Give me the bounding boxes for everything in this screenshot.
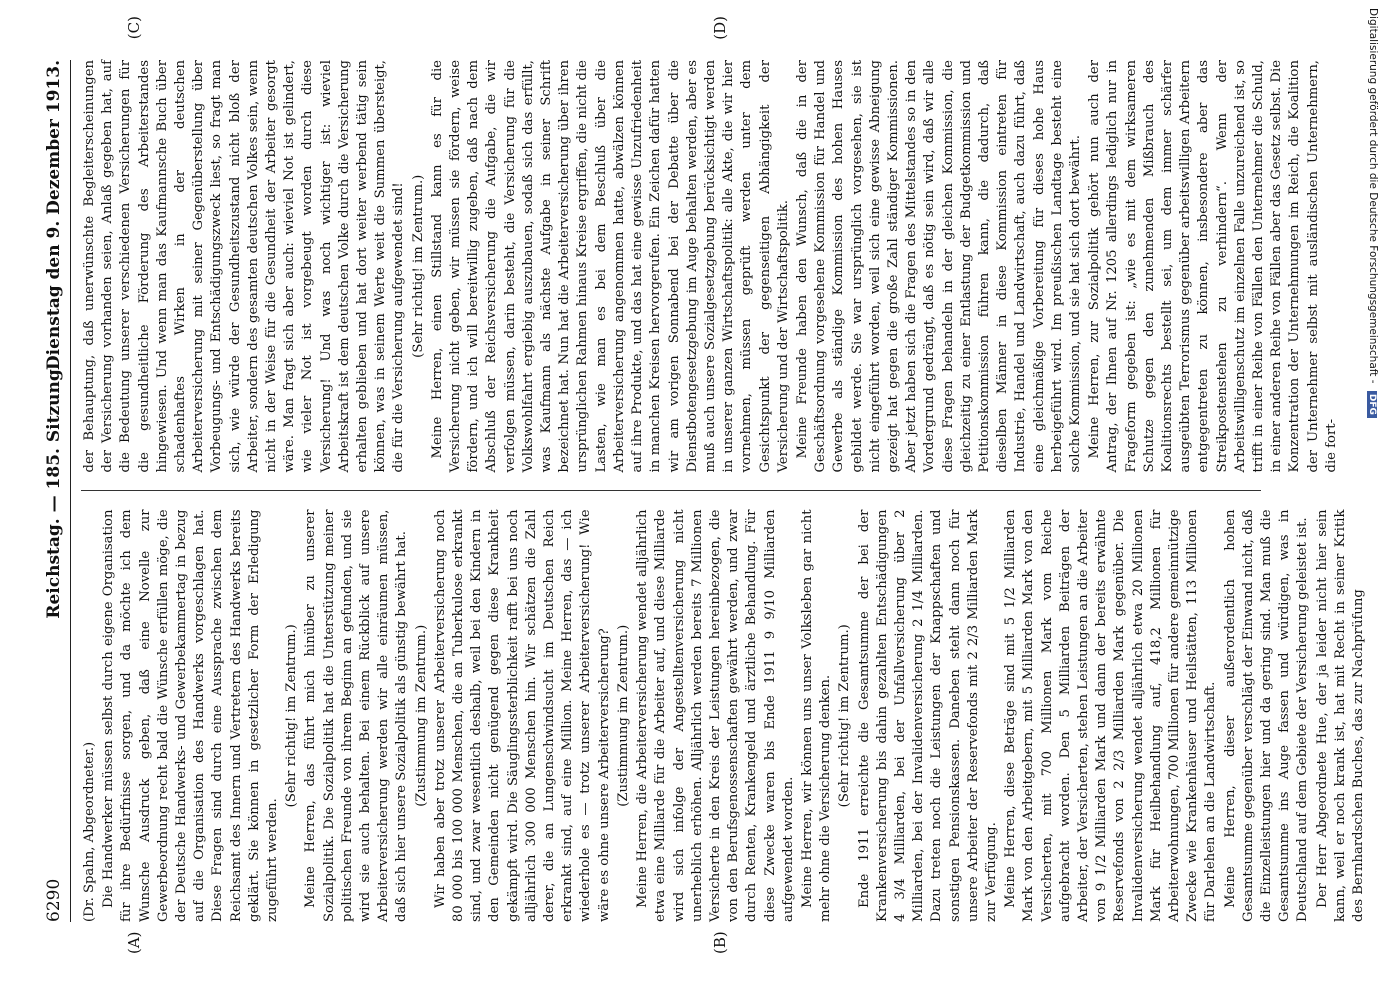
right-column: [81, 60, 1339, 473]
digitization-credit: [1363, 8, 1381, 708]
margin-marker-a: (A): [125, 931, 143, 954]
paragraph: Meine Herren, wir können uns unser Volksleben gar nicht mehr ohne die Versicherung denken.: [799, 509, 834, 922]
speaker-note: (Dr. Spahn, Abgeordneter.): [82, 741, 97, 922]
paragraph: Meine Herren, das führt mich hinüber zu unserer Sozialpolitik. Die Sozialpolitik hat die Unterstützung meiner politischen Freunde von ihrem Beginn an gefunden, und sie wird sie auch behalten. Bei einem Rückblick auf unsere Arbeiterversicherung werden wir alle einräumen müssen, daß sich hier unsere Sozialpolitik als günstig bewährt hat.: [303, 509, 410, 922]
paragraph: Meine Herren, diese Beträge sind mit 5 1/2 Milliarden Mark von den Arbeitgebern, mit 5 Milliarden Mark von den Versicherten, mit 700 Millionen Mark vom Reiche aufgebracht worden. Den 5 Milliarden Beiträgen der Arbeiter, der Versicherten, stehen Leistungen an die Arbeiter von 9 1/2 Milliarden Mark und dann der bereits erwähnte Reservefonds von 2 2/3 Milliarden Mark gegenüber. Die Invalidenversicherung wendet alljährlich etwa 20 Millionen Mark für Heilbehandlung auf, 418,2 Millionen für Arbeiterwohnungen, 700 Millionen für andere gemeinnützige Zwecke wie Krankenhäuser und Heilstätten, 113 Millionen für Darlehen an die Landwirtschaft.: [1003, 509, 1219, 922]
dfg-logo: DFG: [1367, 391, 1377, 418]
interjection: (Sehr richtig! im Zentrum.): [284, 624, 300, 808]
margin-marker-c: (C): [125, 16, 143, 40]
paragraph: Meine Herren, dieser außerordentlich hohen Gesamtsumme gegenüber verschlägt der Einwand nicht, daß die Einzelleistungen hier und da gering sind. Man muß die Gesamtsumme ins Auge fassen und würdigen, was in Deutschland auf dem Gebiete der Versicherung geleistet ist.: [1222, 509, 1311, 922]
paragraph: der Behauptung, daß unerwünschte Begleiterscheinungen der Versicherung vorhanden seien, Anlaß gegeben hat, auf die Bedeutung unserer verschiedenen Versicherungen für die gesundheitliche Förderung des Arbeiterstandes hingewiesen. Und wenn man das Kaufmannsche Buch über schadenhaftes Wirken in der deutschen Arbeiterversicherung mit seiner Gegenüberstellung über Vorbeugungs- und Entschädigungszweck liest, so fragt man sich, wie würde der Gesundheitszustand nicht bloß der Arbeiter, sondern des gesamten deutschen Volkes sein, wenn nicht in der Weise für die Gesundheit der Arbeiter gesorgt wäre. Man fragt sich aber auch: wieviel Not ist gelindert, wie vieler Not ist vorgebeugt worden durch diese Versicherung! Und was noch wichtiger ist: wieviel Arbeitskraft ist dem deutschen Volke durch die Versicherung erhalten geblieben und hat dort weiter werbend tätig sein können, was in seinem Werte weit die Summen übersteigt, die für die Versicherung aufgewendet sind!: [82, 60, 407, 473]
paragraph: Meine Herren, einen Stillstand kann es für die Versicherung nicht geben, wir müssen sie fördern, weise fördern, und ich will bereitwillig zugeben, daß nach dem Abschluß der Reichsversicherung die Aufgabe, die wir verfolgen müssen, darin besteht, die Versicherung für die Volkswohlfahrt ergiebig auszubauen, sodaß sich das erfüllt, was Kaufmann als nächste Aufgabe in seiner Schrift bezeichnet hat. Nun hat die Arbeiterversicherung über ihren ursprünglichen Rahmen hinaus Kreise ergriffen, die nicht die Lasten, wie man es bei dem Beschluß über die Arbeiterversicherung angenommen hatte, abwälzen können auf ihre Produkte, und das hat eine gewisse Unzufriedenheit in manchen Kreisen hervorgerufen. Ein Zeichen dafür hatten wir am vorigen Sonnabend bei der Debatte über die Dienstbotengesetzgebung im Auge behalten werden, aber es muß auch unsere Sozialgesetzgebung berücksichtigt werden in unserer ganzen Wirtschaftspolitik: alle Akte, die wir hier vornehmen, müssen geprüft werden unter dem Gesichtspunkt der gegenseitigen Abhängigkeit der Versicherung und der Wirtschaftspolitik.: [429, 60, 791, 473]
margin-marker-b: (B): [711, 931, 729, 954]
column-divider: [81, 491, 1261, 492]
paragraph: Der Herr Abgeordnete Hue, der ja leider nicht hier sein kann, weil er noch krank ist, hat mit Recht in seiner Kritik des Bernhardschen Buches, das zur Nachprüfung: [1314, 509, 1367, 922]
session-title: Reichstag. — 185. Sitzung.: [44, 363, 64, 619]
paragraph: Meine Freunde haben den Wunsch, daß die in der Geschäftsordnung vorgesehene Kommission für Handel und Gewerbe als ständige Kommission des hohen Hauses gebildet werde. Sie war ursprünglich vorgesehen, sie ist nicht eingeführt worden, weil sich eine gewisse Abneigung gezeigt hat gegen die große Zahl ständiger Kommissionen. Aber jetzt haben sich die Fragen des Mittelstandes so in den Vordergrund gedrängt, daß es nötig sein wird, daß wir alle diese Fragen behandeln in der gleichen Kommission, die gleichzeitig zu einer Entlastung der Budgetkommission und Petitionskommission führen kann, die dadurch, daß dieselben Männer in diese Kommission eintreten für Industrie, Handel und Landwirtschaft, auch dazu führt, daß eine gleichmäßige Vorbereitung für dieses hohe Haus herbeigeführt wird. Im preußischen Landtage besteht eine solche Kommission, und sie hat sich dort bewährt.: [794, 60, 1083, 473]
paragraph: Die Handwerker müssen selbst durch eigene Organisation für ihre Bedürfnisse sorgen, und da möchte ich dem Wunsche Ausdruck geben, daß eine Novelle zur Gewerbeordnung recht bald die Wünsche erfüllen möge, die der Deutsche Handwerks- und Gewerbekammertag in bezug auf die Organisation des Handwerks vorgeschlagen hat. Diese Fragen sind durch eine Aussprache zwischen dem Reichsamt des Innern und Vertretern des Handwerks bereits geklärt. Sie können in gesetzlicher Form der Erledigung zugeführt werden.: [101, 509, 281, 922]
interjection: (Zustimmung im Zentrum.): [615, 624, 631, 807]
interjection: (Sehr richtig! im Zentrum.): [410, 174, 426, 358]
interjection: (Sehr richtig! im Zentrum.): [837, 624, 853, 808]
paragraph: Meine Herren, zur Sozialpolitik gehört nun auch der Antrag, der Ihnen auf Nr. 1205 allerdings lediglich nur in Frageform gegeben ist: „wie es mit dem wirksameren Schutze gegen den zunehmenden Mißbrauch des Koalitionsrechts bestellt sei, um dem immer schärfer ausgeübten Terrorismus gegenüber arbeitswilligen Arbeitern entgegentreten zu können, insbesondere aber das Streikpostenstehen zu verhindern“. Wenn der Arbeitswilligenschutz im einzelnen Falle unzureichend ist, so trifft in einer Reihe von Fällen den Unternehmer die Schuld, in einer anderen Reihe von Fällen aber das Gesetz selbst. Die Konzentration der Unternehmungen im Reich, die Koalition der Unternehmer selbst mit ausländischen Unternehmern, die fort-: [1087, 60, 1339, 473]
paragraph: Ende 1911 erreichte die Gesamtsumme der bei der Krankenversicherung bis dahin gezahlten Entschädigungen 4 3/4 Milliarden, bei der Unfallversicherung über 2 Milliarden, bei der Invalidenversicherung 2 1/4 Milliarden. Dazu treten noch die Leistungen der Knappschaften und sonstigen Pensionskassen. Daneben steht dann noch für unsere Arbeiter der Reservefonds mit 2 2/3 Milliarden Mark zur Verfügung.: [856, 509, 999, 922]
left-column: [81, 509, 1367, 923]
interjection: (Zustimmung im Zentrum.): [413, 624, 429, 807]
credit-text: Digitalisierung gefördert durch die Deutsche Forschungsgemeinschaft -: [1367, 8, 1379, 384]
paragraph: Wir haben aber trotz unserer Arbeiterversicherung noch 80 000 bis 100 000 Menschen, die an Tuberkulose erkrankt sind, und zwar wesentlich deshalb, weil bei den Kindern in den Gemeinden nicht genügend gegen diese Krankheit gekämpft wird. Die Säuglingssterblichkeit rafft bei uns noch alljährlich 300 000 Menschen hin. Wir schätzen die Zahl derer, die an Lungenschwindsucht im Deutschen Reich erkrankt sind, auf eine Million. Meine Herren, das — ich wiederhole es — trotz unserer Arbeiterversicherung! Wie wäre es ohne unsere Arbeiterversicherung?: [432, 509, 612, 922]
page-number: 6290: [44, 878, 64, 922]
text-columns: [81, 16, 1367, 954]
session-date: Dienstag den 9. Dezember 1913.: [44, 60, 64, 371]
paragraph: Meine Herren, die Arbeiterversicherung wendet alljährlich etwa eine Milliarde für die Arbeiter auf, und diese Milliarde wird sich infolge der Angestelltenversicherung nicht unerheblich erhöhen. Alljährlich werden bereits 7 Millionen Versicherte in den Kreis der Leistungen hereinbezogen, die von den Berufsgenossenschaften gewährt werden, und zwar durch Renten, Krankengeld und ärztliche Behandlung. Für diese Zwecke waren bis Ende 1911 9 9/10 Milliarden aufgewendet worden.: [635, 509, 796, 922]
margin-marker-d: (D): [711, 16, 729, 40]
page-header: [36, 60, 71, 922]
